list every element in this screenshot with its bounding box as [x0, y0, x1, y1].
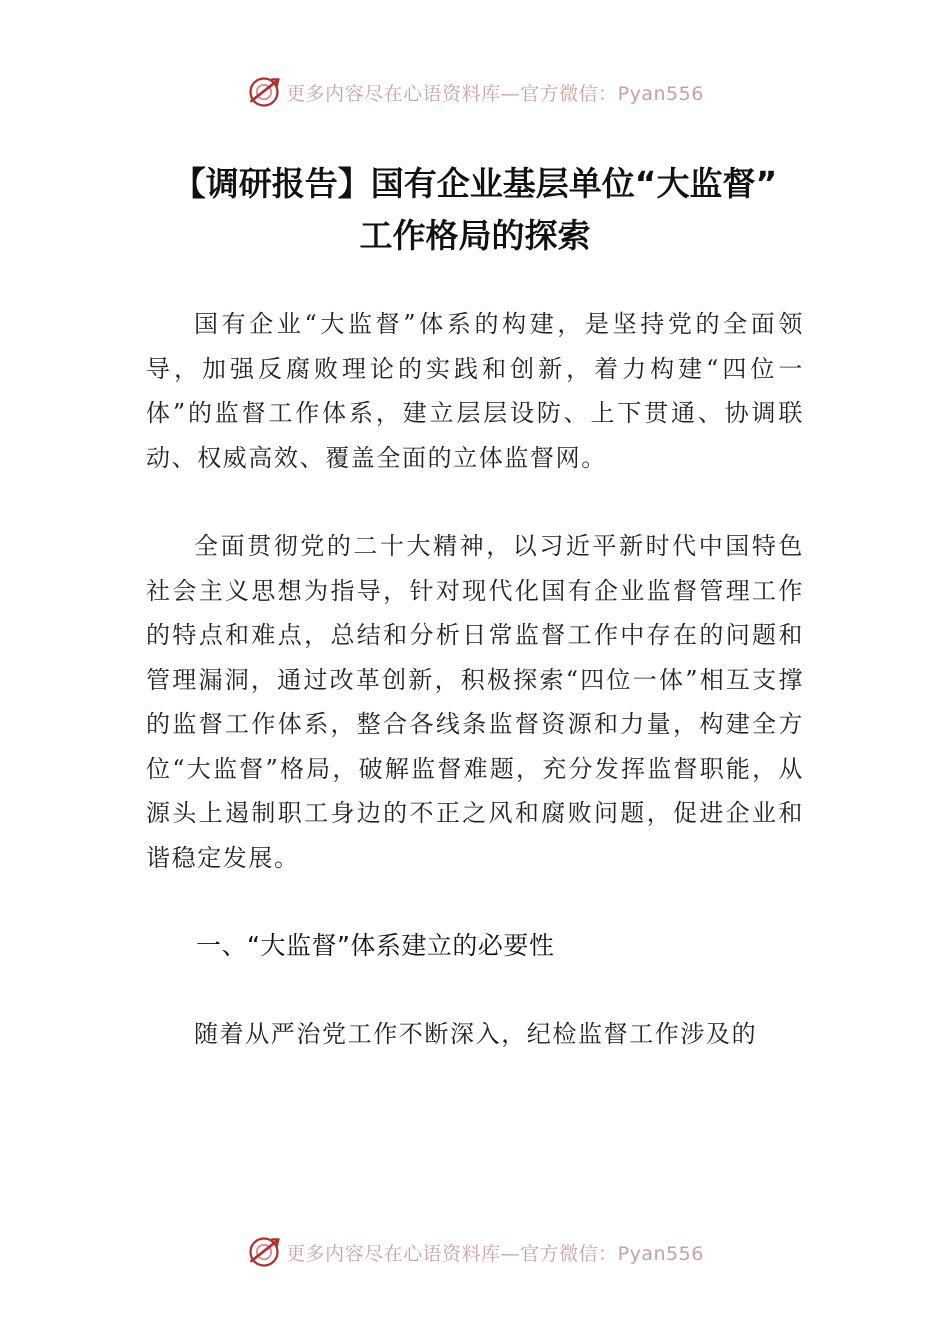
- title-line-1: 【调研报告】国有企业基层单位“大监督”: [172, 164, 778, 203]
- section-heading: 一、“大监督”体系建立的必要性: [196, 931, 555, 960]
- document-title: [0, 158, 950, 262]
- paragraph-guidance: 全面贯彻党的二十大精神，以习近平新时代中国特色社会主义思想为指导，针对现代化国有企业监督管理工作的特点和难点，总结和分析日常监督工作中存在的问题和管理漏洞，通过改革创新，积极探索“四位一体”相互支撑的监督工作体系，整合各线条监督资源和力量，构建全方位“大监督”格局，破解监督难题，充分发挥监督职能，从源头上遏制职工身边的不正之风和腐败问题，促进企业和谐稳定发展。: [146, 532, 804, 872]
- paragraph-section1: 随着从严治党工作不断深入，纪检监督工作涉及的: [194, 1020, 758, 1048]
- brand-logo-icon: [246, 1234, 282, 1270]
- banner-text: 更多内容尽在心语资料库—官方微信：Pyan556: [286, 1242, 704, 1265]
- title-line-2: 工作格局的探索: [359, 216, 591, 255]
- header-banner: [0, 70, 950, 114]
- footer-banner: [0, 1230, 950, 1274]
- banner-text: 更多内容尽在心语资料库—官方微信：Pyan556: [286, 82, 704, 105]
- wechat-id: Pyan556: [617, 1242, 704, 1265]
- paragraph-intro: 国有企业“大监督”体系的构建，是坚持党的全面领导，加强反腐败理论的实践和创新，着力构建“四位一体”的监督工作体系，建立层层设防、上下贯通、协调联动、权威高效、覆盖全面的立体监督网。: [146, 310, 804, 472]
- wechat-id: Pyan556: [617, 82, 704, 105]
- brand-logo-icon: [246, 74, 282, 110]
- document-body: [146, 302, 804, 1057]
